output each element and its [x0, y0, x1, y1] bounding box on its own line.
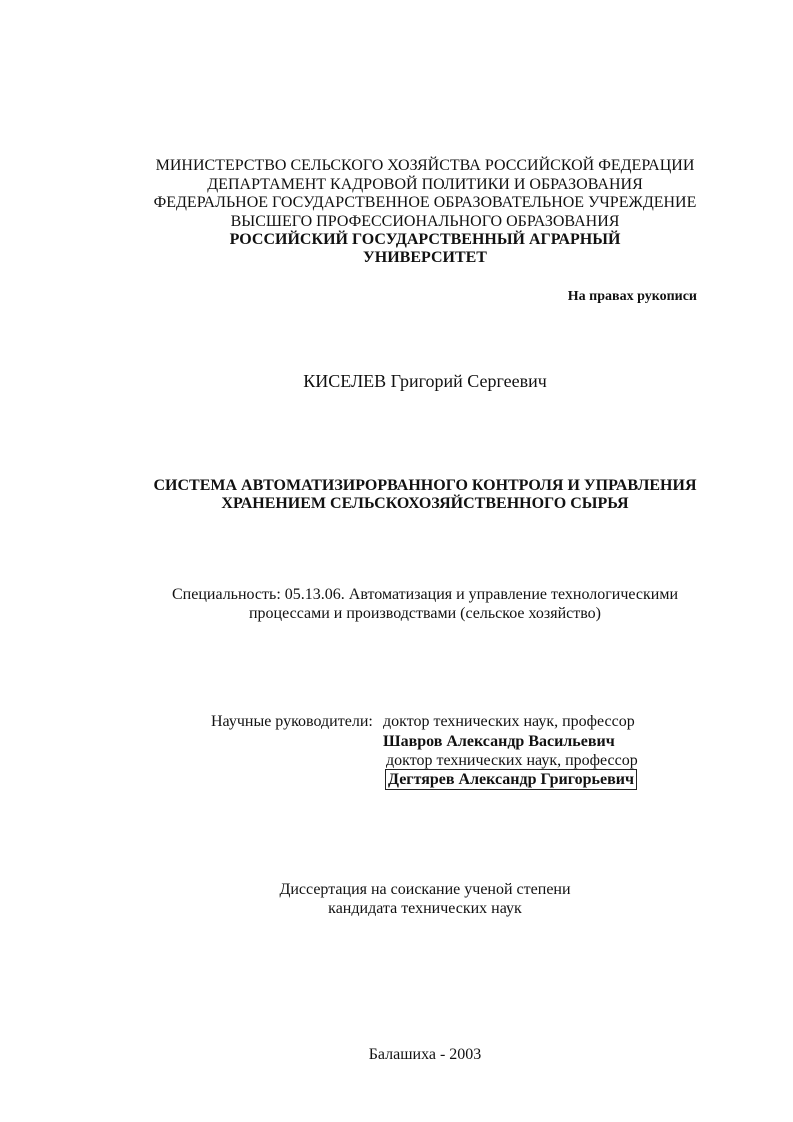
supervisor-2-name: Дегтярев Александр Григорьевич — [385, 769, 637, 790]
header-line-2: ДЕПАРТАМЕНТ КАДРОВОЙ ПОЛИТИКИ И ОБРАЗОВАНИЯ — [207, 176, 643, 193]
author-name: КИСЕЛЕВ Григорий Сергеевич — [303, 371, 547, 391]
supervisor-2-degree: доктор технических наук, профессор — [386, 752, 638, 769]
header-line-3: ФЕДЕРАЛЬНОЕ ГОСУДАРСТВЕННОЕ ОБРАЗОВАТЕЛЬНОЕ УЧРЕЖДЕНИЕ — [153, 194, 697, 211]
dissertation-line-2: кандидата технических наук — [328, 900, 522, 917]
header-line-1: МИНИСТЕРСТВО СЕЛЬСКОГО ХОЗЯЙСТВА РОССИЙСКОЙ ФЕДЕРАЦИИ — [155, 157, 695, 174]
specialty-line-1: Специальность: 05.13.06. Автоматизация и управление технологическими — [171, 586, 679, 603]
university-line-1: РОССИЙСКИЙ ГОСУДАРСТВЕННЫЙ АГРАРНЫЙ — [229, 231, 621, 248]
specialty-line-2: процессами и производствами (сельское хозяйство) — [248, 605, 602, 622]
supervisor-1-name: Шавров Александр Васильевич — [383, 733, 615, 750]
title-line-1: СИСТЕМА АВТОМАТИЗИРОРВАННОГО КОНТРОЛЯ И УПРАВЛЕНИЯ — [153, 477, 697, 494]
supervisor-1-degree: доктор технических наук, профессор — [383, 713, 635, 730]
manuscript-note: На правах рукописи — [567, 289, 697, 304]
dissertation-line-1: Диссертация на соискание ученой степени — [279, 881, 571, 898]
place-year: Балашиха - 2003 — [368, 1046, 482, 1063]
supervisors-label: Научные руководители: — [211, 713, 373, 730]
university-line-2: УНИВЕРСИТЕТ — [363, 249, 487, 266]
header-line-4: ВЫСШЕГО ПРОФЕССИОНАЛЬНОГО ОБРАЗОВАНИЯ — [230, 213, 620, 230]
title-line-2: ХРАНЕНИЕМ СЕЛЬСКОХОЗЯЙСТВЕННОГО СЫРЬЯ — [221, 495, 629, 512]
